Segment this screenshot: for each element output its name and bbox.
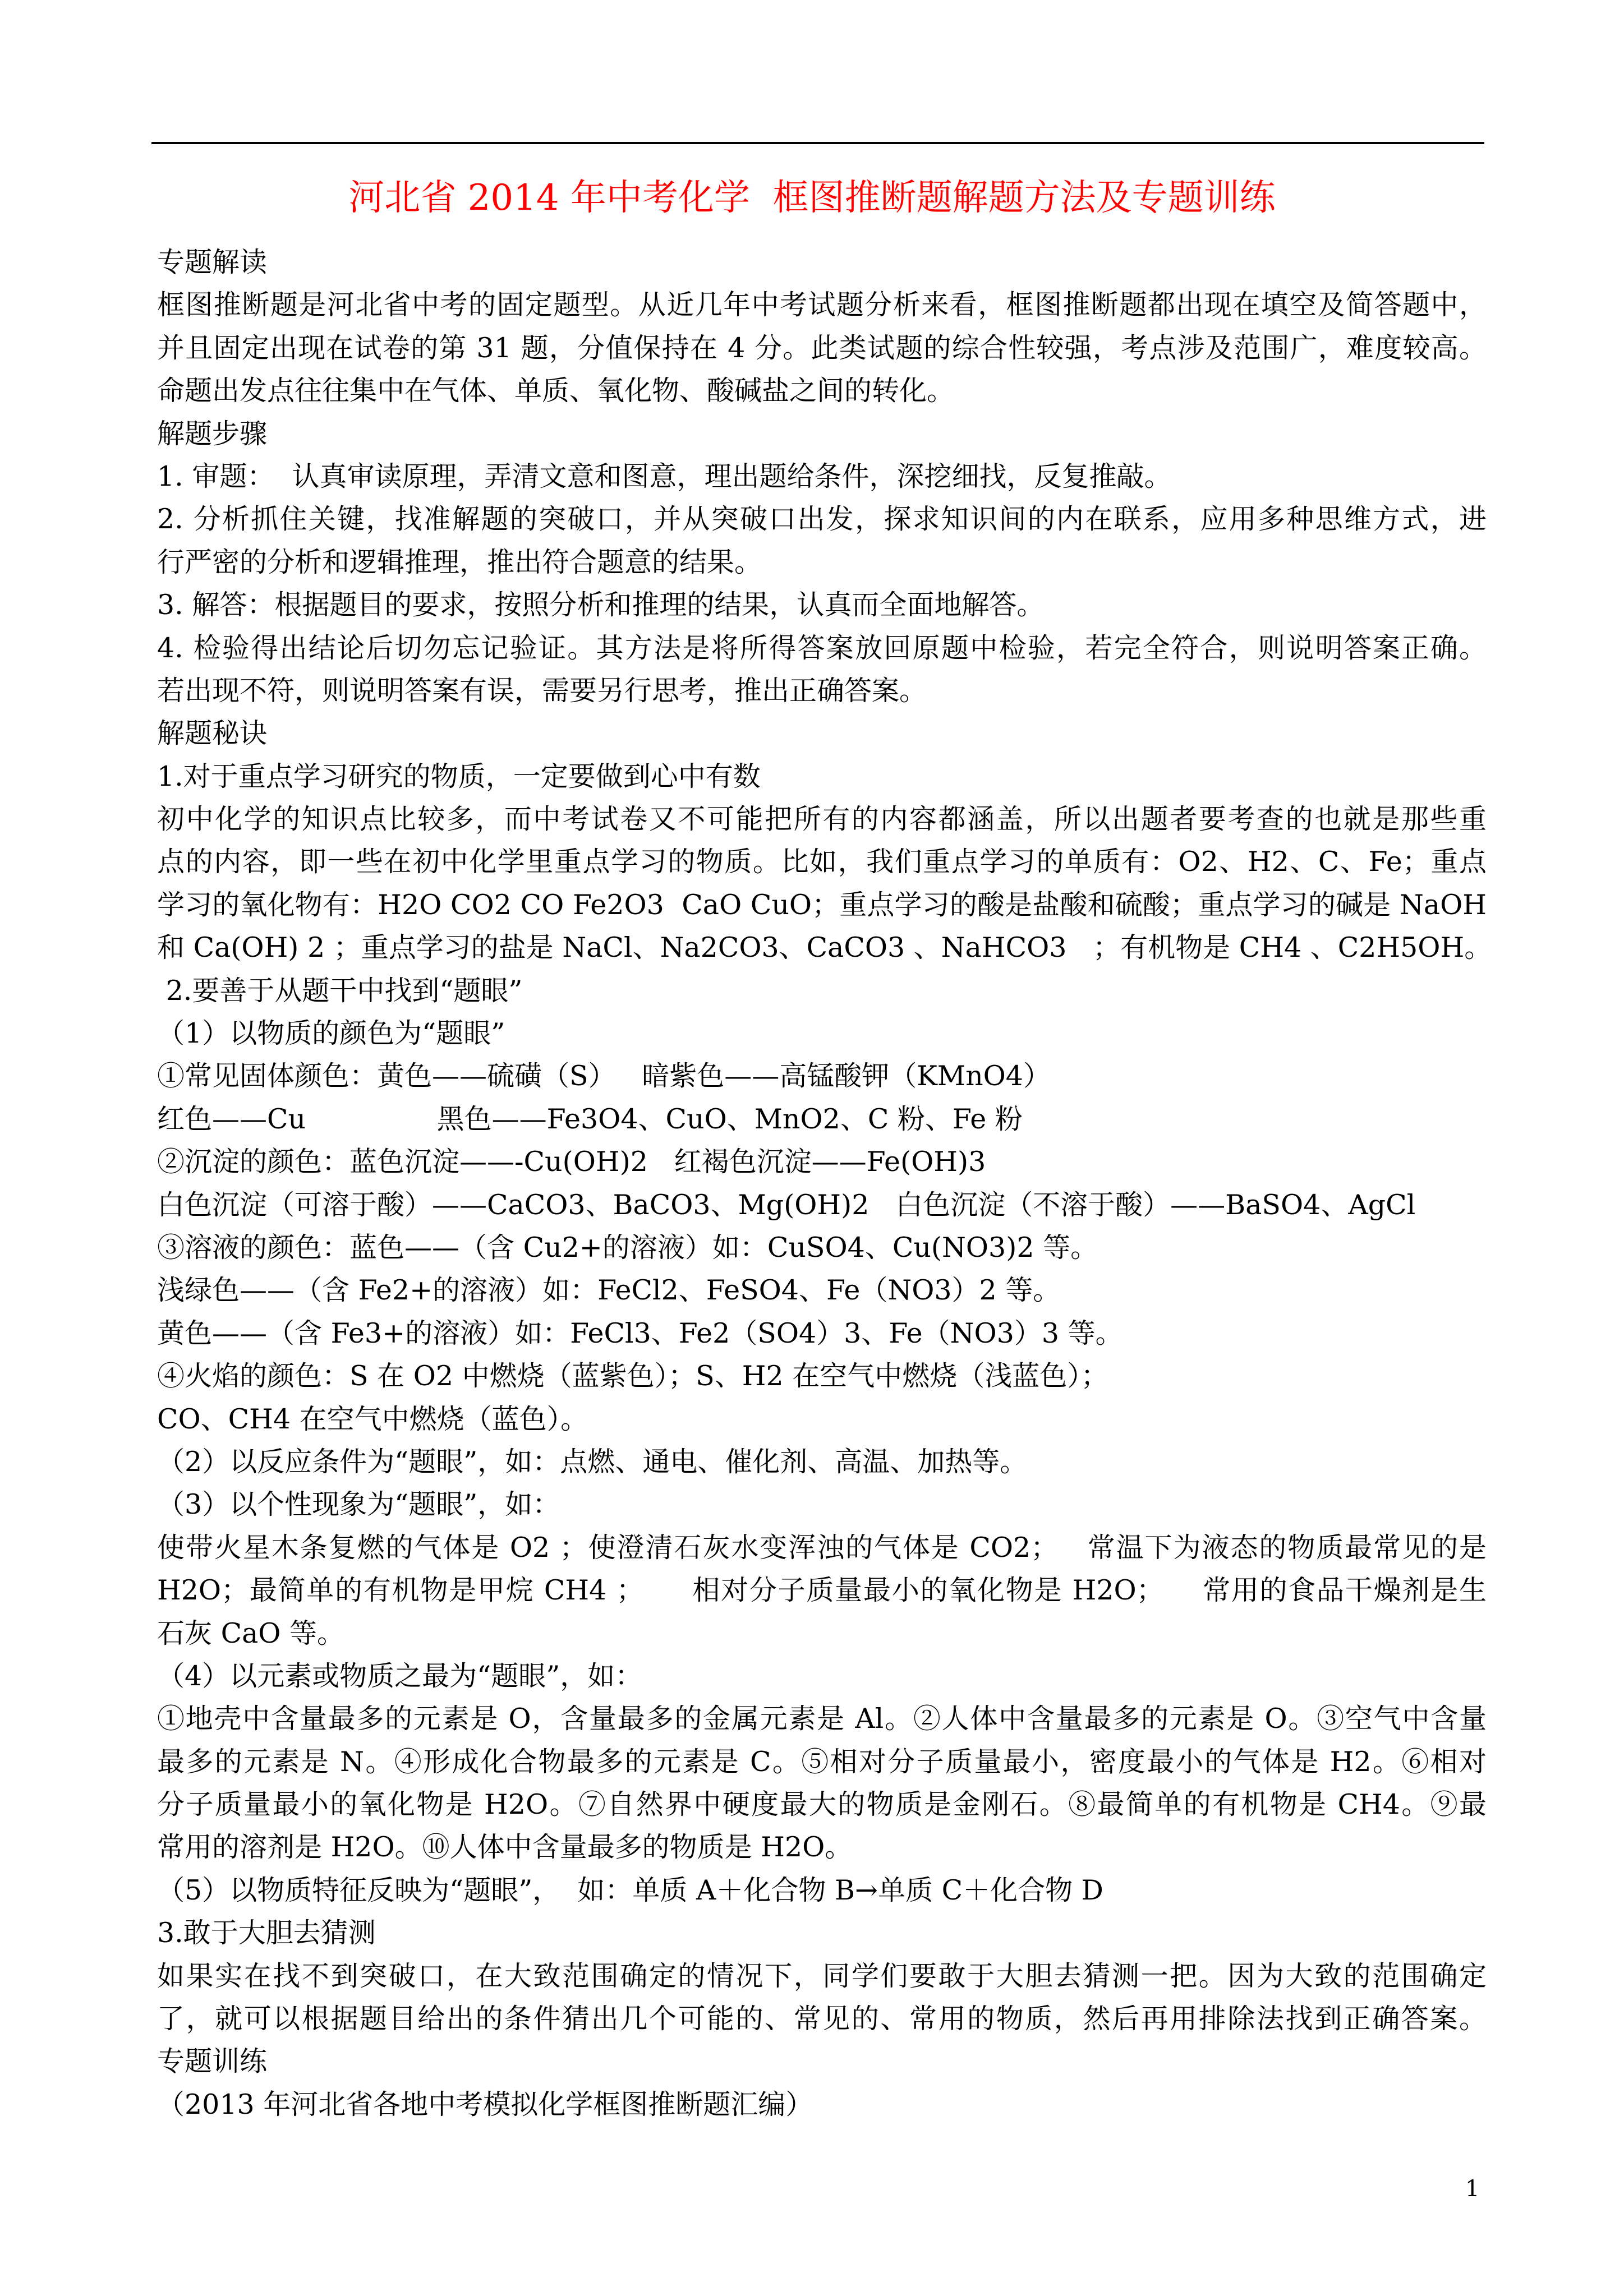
text-line: 2. 分析抓住关键，找准解题的突破口，并从突破口出发，探求知识间的内在联系，应用多种思维方式，进 xyxy=(157,503,1487,536)
document-title: 河北省 2014 年中考化学 框图推断题解题方法及专题训练 xyxy=(348,177,1276,219)
text-line: 3. 解答：根据题目的要求，按照分析和推理的结果，认真而全面地解答。 xyxy=(157,589,1045,621)
text-line: 4. 检验得出结论后切勿忘记验证。其方法是将所得答案放回原题中检验，若完全符合，则说明答案正确。 xyxy=(157,631,1487,664)
text-line: 若出现不符，则说明答案有误，需要另行思考，推出正确答案。 xyxy=(157,674,927,707)
text-line: 框图推断题是河北省中考的固定题型。从近几年中考试题分析来看，框图推断题都出现在填空及简答题中， xyxy=(157,289,1487,321)
text-line: 解题秘诀 xyxy=(157,717,268,750)
text-line: 点的内容，即一些在初中化学里重点学习的物质。比如，我们重点学习的单质有：O2、H2、C、Fe；重点 xyxy=(157,846,1487,878)
text-line: 和 Ca(OH) 2 ；重点学习的盐是 NaCl、Na2CO3、CaCO3 、NaHCO3 ；有机物是 CH4 、C2H5OH。 xyxy=(157,932,1492,964)
text-line: ①常见固体颜色：黄色——硫磺（S） 暗紫色——高锰酸钾（KMnO4） xyxy=(157,1060,1051,1092)
text-line: ④火焰的颜色：S 在 O2 中燃烧（蓝紫色）；S、H2 在空气中燃烧（浅蓝色）； xyxy=(157,1360,1108,1393)
text-line: 命题出发点往往集中在气体、单质、氧化物、酸碱盐之间的转化。 xyxy=(157,375,955,407)
text-line: 黄色——（含 Fe3+的溶液）如：FeCl3、Fe2（SO4）3、Fe（NO3）3 等。 xyxy=(157,1317,1123,1349)
text-line: （5）以物质特征反映为“题眼”， 如：单质 A＋化合物 B→单质 C＋化合物 D xyxy=(157,1874,1103,1906)
text-line: 1. 审题： 认真审读原理，弄清文意和图意，理出题给条件，深挖细找，反复推敲。 xyxy=(157,460,1172,492)
text-line: （1）以物质的颜色为“题眼” xyxy=(157,1017,505,1050)
text-line: 使带火星木条复燃的气体是 O2 ；使澄清石灰水变浑浊的气体是 CO2； 常温下为液态的物质最常见的是 xyxy=(157,1531,1487,1564)
text-line: 初中化学的知识点比较多，而中考试卷又不可能把所有的内容都涵盖，所以出题者要考查的也就是那些重 xyxy=(157,803,1487,836)
text-line: 专题训练 xyxy=(157,2045,268,2078)
text-line: 了，就可以根据题目给出的条件猜出几个可能的、常见的、常用的物质，然后再用排除法找到正确答案。 xyxy=(157,2003,1487,2035)
text-line: H2O；最简单的有机物是甲烷 CH4 ； 相对分子质量最小的氧化物是 H2O； 常用的食品干燥剂是生 xyxy=(157,1574,1487,1607)
text-line: ③溶液的颜色：蓝色——（含 Cu2+的溶液）如：CuSO4、Cu(NO3)2 等。 xyxy=(157,1231,1098,1264)
text-line: 行严密的分析和逻辑推理，推出符合题意的结果。 xyxy=(157,546,762,578)
text-line: 专题解读 xyxy=(157,246,268,278)
text-line: 分子质量最小的氧化物是 H2O。⑦自然界中硬度最大的物质是金刚石。⑧最简单的有机物是 CH4。⑨最 xyxy=(157,1788,1487,1821)
text-line: 2.要善于从题干中找到“题眼” xyxy=(157,974,523,1007)
text-line: （3）以个性现象为“题眼”，如： xyxy=(157,1488,560,1521)
text-line: 解题步骤 xyxy=(157,417,268,450)
text-line: 最多的元素是 N。④形成化合物最多的元素是 C。⑤相对分子质量最小，密度最小的气体是 H2。⑥相对 xyxy=(157,1745,1487,1778)
text-line: 浅绿色——（含 Fe2+的溶液）如：FeCl2、FeSO4、Fe（NO3）2 等。 xyxy=(157,1274,1061,1307)
text-line: 白色沉淀（可溶于酸）——CaCO3、BaCO3、Mg(OH)2 白色沉淀（不溶于酸）——BaSO4、AgCl xyxy=(157,1188,1416,1221)
text-line: （4）以元素或物质之最为“题眼”，如： xyxy=(157,1659,643,1692)
text-line: 红色——Cu 黑色——Fe3O4、CuO、MnO2、C 粉、Fe 粉 xyxy=(157,1103,1023,1135)
text-line: （2）以反应条件为“题眼”，如：点燃、通电、催化剂、高温、加热等。 xyxy=(157,1445,1028,1478)
text-line: （2013 年河北省各地中考模拟化学框图推断题汇编） xyxy=(157,2088,813,2120)
text-line: ②沉淀的颜色：蓝色沉淀——-Cu(OH)2 红褐色沉淀——Fe(OH)3 xyxy=(157,1146,986,1178)
text-line: CO、CH4 在空气中燃烧（蓝色）。 xyxy=(157,1403,588,1435)
text-line: 3.敢于大胆去猜测 xyxy=(157,1917,376,1949)
text-line: 并且固定出现在试卷的第 31 题，分值保持在 4 分。此类试题的综合性较强，考点涉及范围广，难度较高。 xyxy=(157,331,1487,364)
text-line: ①地壳中含量最多的元素是 O，含量最多的金属元素是 Al。②人体中含量最多的元素是 O。③空气中含量 xyxy=(157,1703,1487,1735)
text-line: 石灰 CaO 等。 xyxy=(157,1617,345,1649)
text-line: 1.对于重点学习研究的物质，一定要做到心中有数 xyxy=(157,760,761,792)
text-line: 学习的氧化物有：H2O CO2 CO Fe2O3 CaO CuO；重点学习的酸是盐酸和硫酸；重点学习的碱是 NaOH xyxy=(157,888,1487,921)
text-line: 如果实在找不到突破口，在大致范围确定的情况下，同学们要敢于大胆去猜测一把。因为大致的范围确定 xyxy=(157,1960,1487,1992)
text-line: 常用的溶剂是 H2O。⑩人体中含量最多的物质是 H2O。 xyxy=(157,1831,853,1864)
page-number: 1 xyxy=(1465,2176,1480,2202)
header-rule xyxy=(151,142,1484,144)
document-body xyxy=(157,241,1492,2126)
